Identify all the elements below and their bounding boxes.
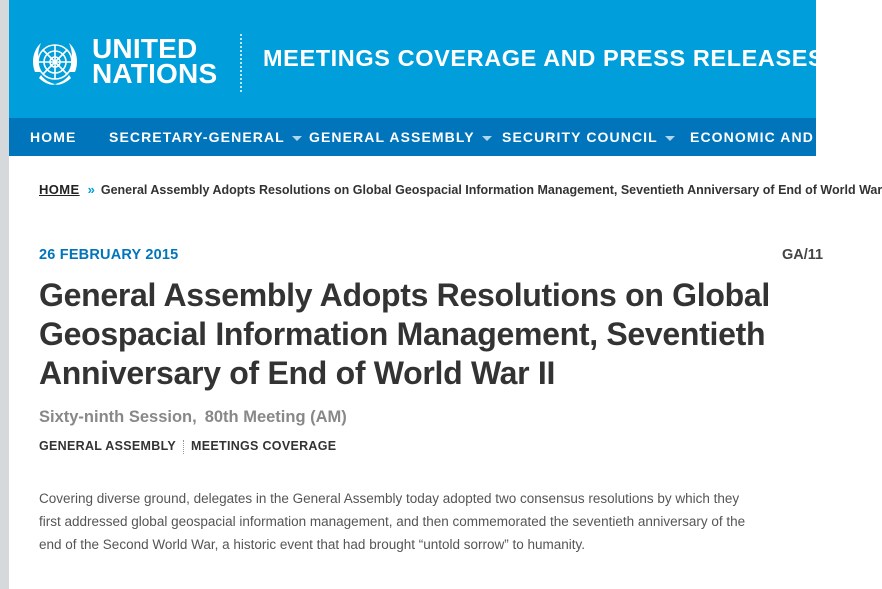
tag-general-assembly[interactable]: GENERAL ASSEMBLY: [39, 439, 177, 453]
tag-divider: [183, 440, 184, 454]
caret-down-icon: [482, 136, 492, 141]
session-label: Sixty-ninth Session,: [39, 408, 197, 426]
nav-item-label: GENERAL ASSEMBLY: [309, 129, 475, 145]
tag-meetings-coverage[interactable]: MEETINGS COVERAGE: [191, 439, 337, 453]
article-body: Covering diverse ground, delegates in the General Assembly today adopted two consensus resolutions by which they first addressed global geospacial information management, and then commemorated the seventieth anniversary of the end of the Second World War, a historic event that had brought “untold sorrow” to humanity.: [39, 491, 746, 552]
section-title[interactable]: MEETINGS COVERAGE AND PRESS RELEASES: [263, 45, 825, 71]
nav-item-label: SECRETARY-GENERAL: [109, 129, 285, 145]
site-header: [9, 0, 825, 118]
brand-line-2: NATIONS: [92, 58, 218, 89]
nav-item-economic-and-social[interactable]: [690, 118, 841, 156]
main-nav: [9, 118, 841, 156]
breadcrumb: [39, 182, 882, 197]
nav-item-home[interactable]: [30, 118, 76, 156]
article-date: 26 FEBRUARY 2015: [39, 247, 179, 263]
nav-item-general-assembly[interactable]: [309, 118, 492, 156]
session-info: [39, 408, 347, 427]
nav-item-secretary-general[interactable]: [109, 118, 302, 156]
meeting-label: 80th Meeting (AM): [204, 408, 347, 426]
page-left-rule: [0, 0, 9, 589]
un-logo-text[interactable]: [92, 33, 218, 89]
nav-item-label: SECURITY COUNCIL: [502, 129, 658, 145]
breadcrumb-home-link[interactable]: HOME: [39, 182, 80, 197]
nav-item-security-council[interactable]: [502, 118, 675, 156]
un-emblem-icon[interactable]: [27, 34, 83, 90]
document-number: GA/11: [782, 247, 824, 263]
nav-item-label: ECONOMIC AND SC: [690, 129, 841, 145]
caret-down-icon: [292, 136, 302, 141]
brand-line-1: UNITED: [92, 33, 198, 64]
article-tags: [39, 439, 336, 454]
breadcrumb-current: General Assembly Adopts Resolutions on Global Geospacial Information Management, Seventieth Anniversary of End of World War: [100, 183, 882, 197]
header-divider: [240, 34, 242, 92]
caret-down-icon: [665, 136, 675, 141]
article-title: General Assembly Adopts Resolutions on Global Geospacial Information Management, Seventieth Anniversary of End of World War II: [39, 277, 770, 391]
nav-item-label: HOME: [30, 129, 77, 145]
breadcrumb-separator-icon: »: [87, 182, 95, 197]
